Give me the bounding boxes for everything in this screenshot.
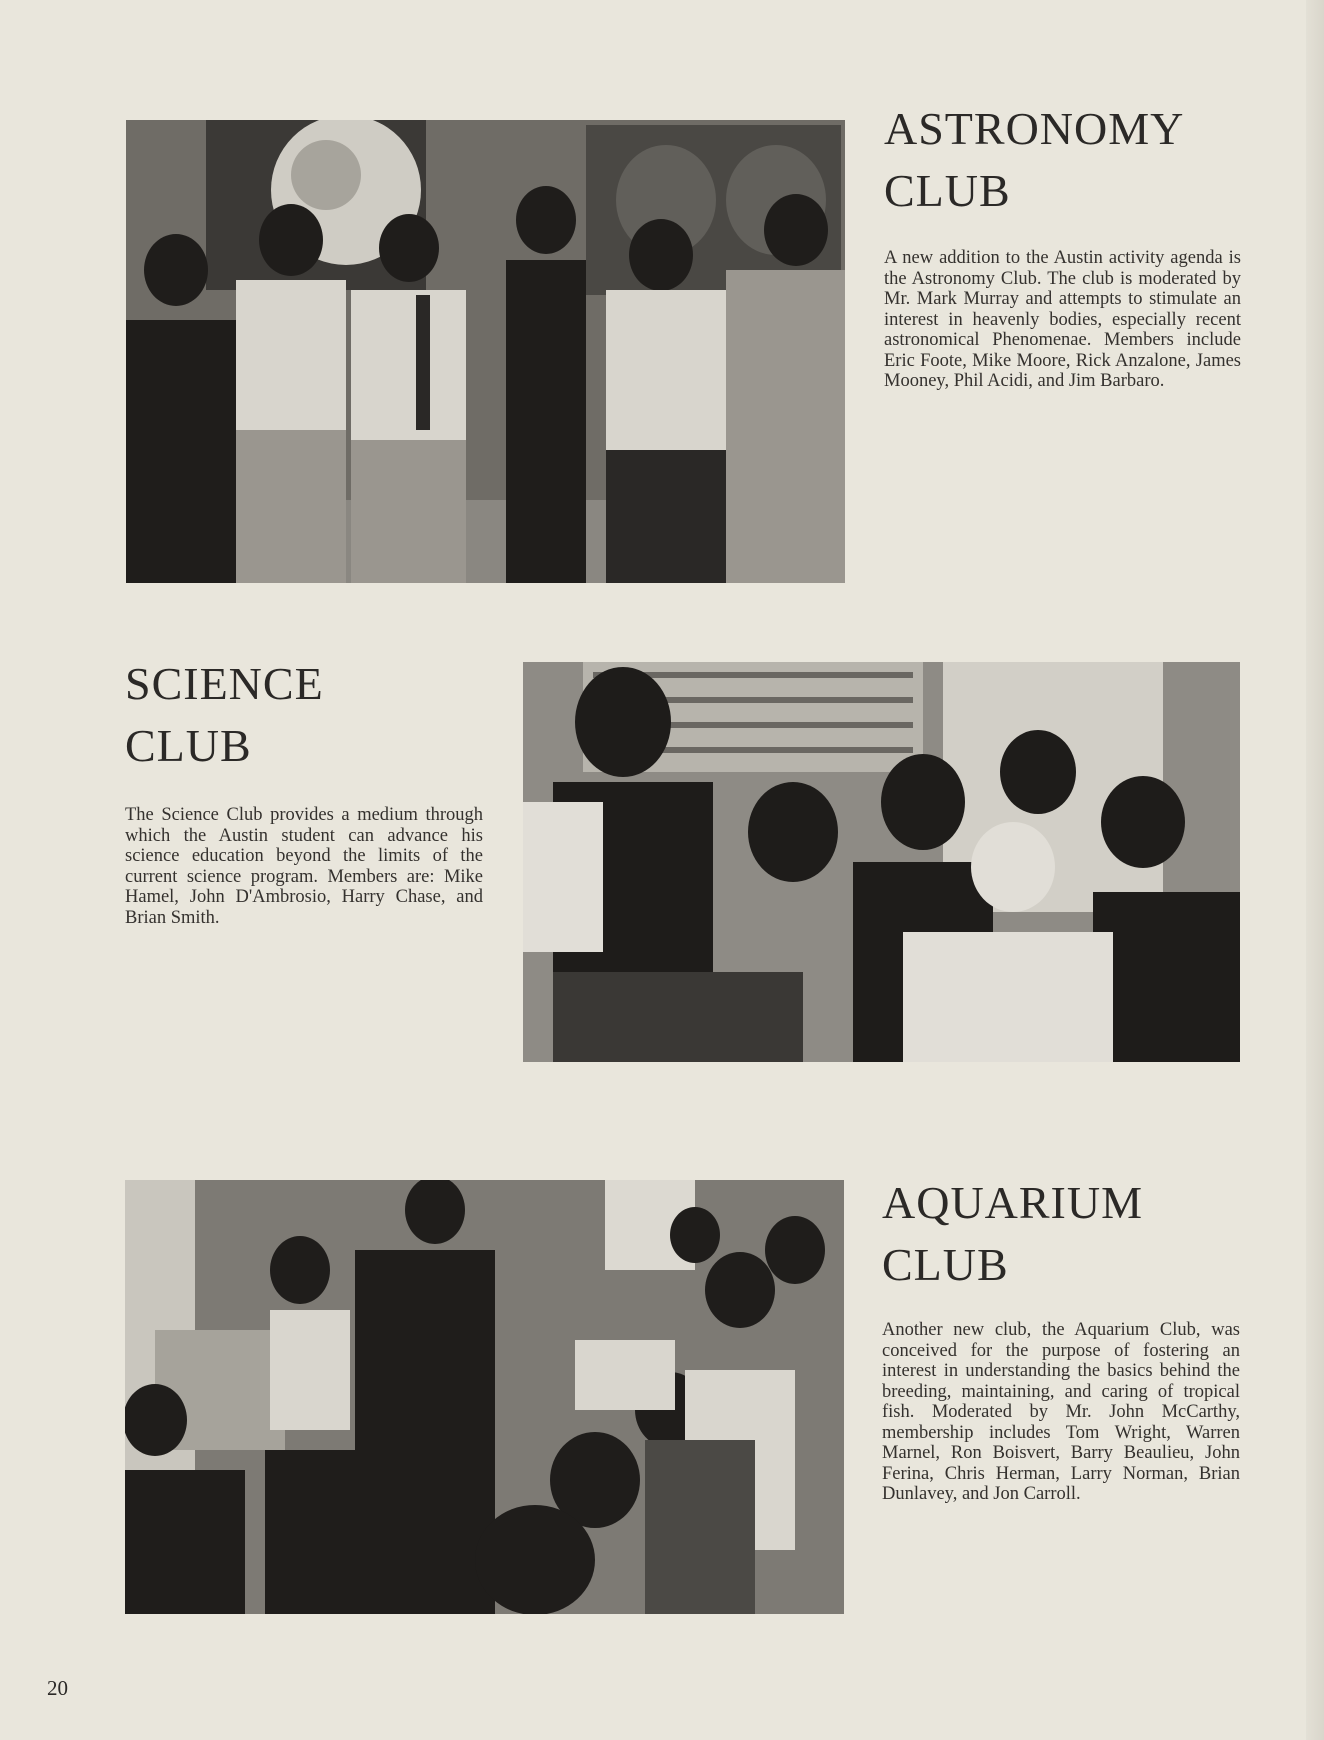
page-number: 20 <box>47 1676 68 1700</box>
astronomy-club-description: A new addition to the Austin activity agenda is the Astronomy Club. The club is moderated by Mr. Mark Murray and attempts to stimulate an interest in heavenly bodies, especially recent astronomical Phenomenae. Members include Eric Foote, Mike Moore, Rick Anzalone, James Mooney, Phil Acidi, and Jim Barbaro. <box>884 248 1241 391</box>
science-club-photo <box>523 662 1240 1062</box>
astronomy-title-line2: CLUB <box>884 165 1011 216</box>
astronomy-title-line1: ASTRONOMY <box>884 103 1185 154</box>
page-edge <box>1306 0 1324 1740</box>
science-title-line2: CLUB <box>125 720 252 771</box>
astronomy-club-title <box>884 98 1264 222</box>
science-club-title <box>125 653 485 777</box>
aquarium-photo-art <box>125 1180 844 1614</box>
astronomy-club-photo <box>126 120 845 583</box>
aquarium-club-description: Another new club, the Aquarium Club, was conceived for the purpose of fostering an interest in understanding the basics behind the breeding, maintaining, and caring of tropical fish. Moderated by Mr. John McCarthy, membership includes Tom Wright, Warren Marnel, Ron Boisvert, Barry Beaulieu, John Ferina, Chris Herman, Larry Norman, Brian Dunlavey, and Jon Carroll. <box>882 1320 1240 1504</box>
astronomy-photo-art <box>126 120 845 583</box>
aquarium-title-line1: AQUARIUM <box>882 1177 1143 1228</box>
aquarium-title-line2: CLUB <box>882 1239 1009 1290</box>
science-photo-art <box>523 662 1240 1062</box>
science-title-line1: SCIENCE <box>125 658 324 709</box>
aquarium-club-photo <box>125 1180 844 1614</box>
science-club-description: The Science Club provides a medium through which the Austin student can advance his science education beyond the limits of the current science program. Members are: Mike Hamel, John D'Ambrosio, Harry Chase, and Brian Smith. <box>125 805 483 928</box>
aquarium-club-title <box>882 1172 1262 1296</box>
